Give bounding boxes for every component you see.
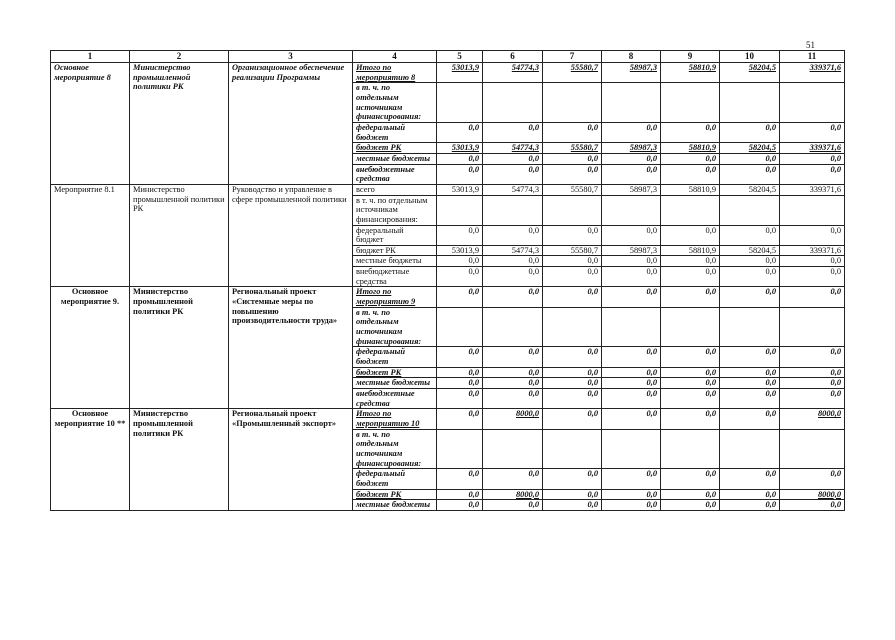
amount-cell: 54774,3 bbox=[483, 63, 543, 83]
amount-cell: 58810,9 bbox=[661, 143, 720, 154]
amount-cell: 0,0 bbox=[602, 469, 661, 489]
measure-title: Региональный проект «Системные меры по повышению производительности труда» bbox=[229, 287, 353, 409]
amount-cell: 0,0 bbox=[661, 347, 720, 367]
amount-cell: 58204,5 bbox=[720, 245, 780, 256]
amount-cell: 53013,9 bbox=[437, 63, 483, 83]
funding-source-label: внебюджетные средства bbox=[353, 267, 437, 287]
executor: Министерство промышленной политики РК bbox=[130, 409, 229, 511]
column-header: 1 bbox=[51, 51, 130, 63]
amount-cell: 0,0 bbox=[661, 409, 720, 429]
page-number: 51 bbox=[806, 40, 815, 50]
amount-cell: 8000,0 bbox=[483, 409, 543, 429]
amount-cell: 0,0 bbox=[437, 256, 483, 267]
funding-source-label: местные бюджеты bbox=[353, 256, 437, 267]
column-header: 7 bbox=[543, 51, 602, 63]
measure-name: Мероприятие 8.1 bbox=[51, 184, 130, 287]
measure-name: Основное мероприятие 10 ** bbox=[51, 409, 130, 511]
amount-cell: 0,0 bbox=[543, 287, 602, 307]
amount-cell bbox=[543, 195, 602, 225]
amount-cell: 0,0 bbox=[780, 287, 845, 307]
amount-cell: 0,0 bbox=[602, 122, 661, 142]
amount-cell: 0,0 bbox=[780, 256, 845, 267]
amount-cell: 58987,3 bbox=[602, 184, 661, 195]
amount-cell: 0,0 bbox=[602, 367, 661, 378]
amount-cell: 0,0 bbox=[720, 164, 780, 184]
amount-cell: 0,0 bbox=[602, 225, 661, 245]
amount-cell: 0,0 bbox=[720, 489, 780, 500]
amount-cell: 0,0 bbox=[602, 287, 661, 307]
amount-cell bbox=[661, 429, 720, 469]
amount-cell: 0,0 bbox=[661, 500, 720, 511]
amount-cell bbox=[661, 307, 720, 347]
amount-cell bbox=[543, 83, 602, 123]
amount-cell: 0,0 bbox=[437, 164, 483, 184]
amount-cell: 0,0 bbox=[602, 378, 661, 389]
amount-cell: 0,0 bbox=[720, 256, 780, 267]
amount-cell: 58987,3 bbox=[602, 143, 661, 154]
amount-cell: 53013,9 bbox=[437, 143, 483, 154]
amount-cell: 0,0 bbox=[543, 256, 602, 267]
amount-cell: 0,0 bbox=[483, 500, 543, 511]
amount-cell bbox=[483, 83, 543, 123]
executor: Министерство промышленной политики РК bbox=[130, 63, 229, 185]
funding-source-label: бюджет РК bbox=[353, 245, 437, 256]
amount-cell bbox=[437, 307, 483, 347]
amount-cell: 53013,9 bbox=[437, 245, 483, 256]
table-body bbox=[51, 63, 845, 511]
amount-cell: 0,0 bbox=[720, 367, 780, 378]
amount-cell: 0,0 bbox=[483, 256, 543, 267]
funding-source-label: федеральный бюджет bbox=[353, 225, 437, 245]
measure-title: Региональный проект «Промышленный экспорт» bbox=[229, 409, 353, 511]
amount-cell: 339371,6 bbox=[780, 63, 845, 83]
amount-cell: 0,0 bbox=[437, 347, 483, 367]
amount-cell: 0,0 bbox=[437, 389, 483, 409]
measure-name: Основное мероприятие 9. bbox=[51, 287, 130, 409]
amount-cell: 0,0 bbox=[780, 122, 845, 142]
amount-cell: 0,0 bbox=[720, 378, 780, 389]
funding-source-label: местные бюджеты bbox=[353, 153, 437, 164]
amount-cell: 0,0 bbox=[661, 122, 720, 142]
amount-cell: 0,0 bbox=[543, 225, 602, 245]
amount-cell: 0,0 bbox=[720, 122, 780, 142]
table-row bbox=[51, 184, 845, 195]
amount-cell: 0,0 bbox=[483, 389, 543, 409]
amount-cell: 0,0 bbox=[720, 267, 780, 287]
amount-cell: 0,0 bbox=[602, 409, 661, 429]
table-row bbox=[51, 287, 845, 307]
amount-cell: 0,0 bbox=[661, 378, 720, 389]
amount-cell: 0,0 bbox=[780, 367, 845, 378]
amount-cell: 0,0 bbox=[602, 347, 661, 367]
amount-cell: 53013,9 bbox=[437, 184, 483, 195]
amount-cell: 0,0 bbox=[780, 164, 845, 184]
executor: Министерство промышленной политики РК bbox=[130, 287, 229, 409]
amount-cell: 58810,9 bbox=[661, 184, 720, 195]
amount-cell: 0,0 bbox=[720, 347, 780, 367]
amount-cell: 0,0 bbox=[543, 500, 602, 511]
amount-cell: 0,0 bbox=[602, 164, 661, 184]
table-row bbox=[51, 409, 845, 429]
amount-cell: 0,0 bbox=[661, 153, 720, 164]
amount-cell bbox=[720, 307, 780, 347]
amount-cell: 0,0 bbox=[720, 389, 780, 409]
amount-cell: 0,0 bbox=[720, 409, 780, 429]
amount-cell: 58204,5 bbox=[720, 184, 780, 195]
amount-cell: 0,0 bbox=[661, 367, 720, 378]
amount-cell: 0,0 bbox=[602, 256, 661, 267]
amount-cell: 0,0 bbox=[483, 164, 543, 184]
amount-cell: 0,0 bbox=[437, 267, 483, 287]
amount-cell bbox=[720, 83, 780, 123]
amount-cell bbox=[602, 429, 661, 469]
amount-cell bbox=[437, 83, 483, 123]
amount-cell: 0,0 bbox=[543, 153, 602, 164]
column-header: 6 bbox=[483, 51, 543, 63]
amount-cell: 58810,9 bbox=[661, 245, 720, 256]
amount-cell bbox=[720, 429, 780, 469]
amount-cell: 0,0 bbox=[780, 389, 845, 409]
amount-cell: 0,0 bbox=[720, 153, 780, 164]
amount-cell: 0,0 bbox=[780, 500, 845, 511]
amount-cell: 58810,9 bbox=[661, 63, 720, 83]
amount-cell: 8000,0 bbox=[483, 489, 543, 500]
amount-cell bbox=[780, 195, 845, 225]
amount-cell: 339371,6 bbox=[780, 245, 845, 256]
amount-cell: 0,0 bbox=[437, 500, 483, 511]
amount-cell: 0,0 bbox=[661, 256, 720, 267]
funding-source-label: бюджет РК bbox=[353, 367, 437, 378]
column-header: 10 bbox=[720, 51, 780, 63]
funding-source-label: бюджет РК bbox=[353, 143, 437, 154]
amount-cell: 55580,7 bbox=[543, 245, 602, 256]
amount-cell: 0,0 bbox=[483, 287, 543, 307]
table-row bbox=[51, 63, 845, 83]
amount-cell: 0,0 bbox=[437, 367, 483, 378]
amount-cell: 0,0 bbox=[483, 153, 543, 164]
amount-cell bbox=[543, 429, 602, 469]
amount-cell: 0,0 bbox=[602, 489, 661, 500]
amount-cell: 0,0 bbox=[543, 469, 602, 489]
amount-cell: 55580,7 bbox=[543, 63, 602, 83]
amount-cell bbox=[780, 429, 845, 469]
measure-title: Руководство и управление в сфере промышленной политики bbox=[229, 184, 353, 287]
amount-cell: 0,0 bbox=[437, 378, 483, 389]
amount-cell: 0,0 bbox=[780, 378, 845, 389]
amount-cell: 0,0 bbox=[780, 153, 845, 164]
amount-cell: 339371,6 bbox=[780, 143, 845, 154]
amount-cell bbox=[437, 195, 483, 225]
amount-cell: 0,0 bbox=[543, 489, 602, 500]
column-header: 2 bbox=[130, 51, 229, 63]
amount-cell: 0,0 bbox=[483, 122, 543, 142]
funding-source-label: федеральный бюджет bbox=[353, 122, 437, 142]
amount-cell bbox=[780, 83, 845, 123]
funding-source-label: Итого по мероприятию 10 bbox=[353, 409, 437, 429]
amount-cell: 55580,7 bbox=[543, 184, 602, 195]
amount-cell: 0,0 bbox=[720, 500, 780, 511]
amount-cell: 58204,5 bbox=[720, 143, 780, 154]
amount-cell: 0,0 bbox=[437, 409, 483, 429]
amount-cell: 0,0 bbox=[661, 287, 720, 307]
amount-cell: 8000,0 bbox=[780, 409, 845, 429]
amount-cell: 0,0 bbox=[543, 267, 602, 287]
amount-cell: 0,0 bbox=[437, 489, 483, 500]
amount-cell bbox=[720, 195, 780, 225]
measure-title: Организационное обеспечение реализации Программы bbox=[229, 63, 353, 185]
funding-source-label: местные бюджеты bbox=[353, 500, 437, 511]
amount-cell bbox=[483, 429, 543, 469]
amount-cell: 0,0 bbox=[780, 267, 845, 287]
funding-source-label: бюджет РК bbox=[353, 489, 437, 500]
amount-cell: 0,0 bbox=[602, 500, 661, 511]
amount-cell: 0,0 bbox=[543, 409, 602, 429]
amount-cell: 0,0 bbox=[437, 122, 483, 142]
funding-source-label: в т. ч. по отдельным источникам финансирования: bbox=[353, 83, 437, 123]
amount-cell bbox=[661, 83, 720, 123]
amount-cell: 0,0 bbox=[483, 378, 543, 389]
funding-source-label: в т. ч. по отдельным источникам финансирования: bbox=[353, 429, 437, 469]
amount-cell: 0,0 bbox=[720, 287, 780, 307]
header-row bbox=[51, 51, 845, 63]
amount-cell bbox=[483, 307, 543, 347]
funding-source-label: всего bbox=[353, 184, 437, 195]
amount-cell: 0,0 bbox=[780, 469, 845, 489]
funding-source-label: внебюджетные средства bbox=[353, 164, 437, 184]
amount-cell: 0,0 bbox=[661, 267, 720, 287]
amount-cell: 0,0 bbox=[437, 225, 483, 245]
amount-cell: 0,0 bbox=[437, 287, 483, 307]
amount-cell: 0,0 bbox=[543, 122, 602, 142]
amount-cell: 0,0 bbox=[543, 389, 602, 409]
amount-cell: 0,0 bbox=[780, 347, 845, 367]
amount-cell: 0,0 bbox=[602, 153, 661, 164]
amount-cell: 0,0 bbox=[543, 378, 602, 389]
funding-source-label: в т. ч. по отдельным источникам финансирования: bbox=[353, 307, 437, 347]
amount-cell bbox=[780, 307, 845, 347]
amount-cell bbox=[483, 195, 543, 225]
measure-name: Основное мероприятие 8 bbox=[51, 63, 130, 185]
amount-cell: 54774,3 bbox=[483, 143, 543, 154]
funding-source-label: федеральный бюджет bbox=[353, 469, 437, 489]
amount-cell: 0,0 bbox=[483, 367, 543, 378]
column-header: 4 bbox=[353, 51, 437, 63]
amount-cell: 0,0 bbox=[661, 164, 720, 184]
amount-cell bbox=[661, 195, 720, 225]
amount-cell: 8000,0 bbox=[780, 489, 845, 500]
amount-cell: 0,0 bbox=[720, 469, 780, 489]
amount-cell: 0,0 bbox=[780, 225, 845, 245]
amount-cell: 0,0 bbox=[661, 489, 720, 500]
amount-cell: 54774,3 bbox=[483, 184, 543, 195]
amount-cell bbox=[437, 429, 483, 469]
amount-cell bbox=[543, 307, 602, 347]
amount-cell bbox=[602, 83, 661, 123]
amount-cell: 0,0 bbox=[543, 367, 602, 378]
amount-cell: 339371,6 bbox=[780, 184, 845, 195]
funding-source-label: Итого по мероприятию 8 bbox=[353, 63, 437, 83]
amount-cell: 0,0 bbox=[602, 267, 661, 287]
amount-cell: 0,0 bbox=[483, 347, 543, 367]
column-header: 9 bbox=[661, 51, 720, 63]
executor: Министерство промышленной политики РК bbox=[130, 184, 229, 287]
amount-cell: 0,0 bbox=[483, 225, 543, 245]
financing-table bbox=[50, 50, 845, 511]
amount-cell: 0,0 bbox=[720, 225, 780, 245]
funding-source-label: в т. ч. по отдельным источникам финансирования: bbox=[353, 195, 437, 225]
amount-cell: 0,0 bbox=[483, 469, 543, 489]
funding-source-label: Итого по мероприятию 9 bbox=[353, 287, 437, 307]
amount-cell: 0,0 bbox=[602, 389, 661, 409]
column-header: 8 bbox=[602, 51, 661, 63]
amount-cell: 54774,3 bbox=[483, 245, 543, 256]
amount-cell: 0,0 bbox=[483, 267, 543, 287]
amount-cell: 0,0 bbox=[661, 389, 720, 409]
amount-cell: 0,0 bbox=[661, 469, 720, 489]
amount-cell bbox=[602, 307, 661, 347]
amount-cell: 58204,5 bbox=[720, 63, 780, 83]
column-header: 3 bbox=[229, 51, 353, 63]
amount-cell: 0,0 bbox=[437, 469, 483, 489]
amount-cell: 58987,3 bbox=[602, 245, 661, 256]
amount-cell: 0,0 bbox=[543, 347, 602, 367]
amount-cell: 0,0 bbox=[543, 164, 602, 184]
amount-cell: 55580,7 bbox=[543, 143, 602, 154]
funding-source-label: федеральный бюджет bbox=[353, 347, 437, 367]
column-header: 5 bbox=[437, 51, 483, 63]
amount-cell: 0,0 bbox=[661, 225, 720, 245]
column-header: 11 bbox=[780, 51, 845, 63]
amount-cell: 58987,3 bbox=[602, 63, 661, 83]
funding-source-label: внебюджетные средства bbox=[353, 389, 437, 409]
amount-cell: 0,0 bbox=[437, 153, 483, 164]
funding-source-label: местные бюджеты bbox=[353, 378, 437, 389]
amount-cell bbox=[602, 195, 661, 225]
